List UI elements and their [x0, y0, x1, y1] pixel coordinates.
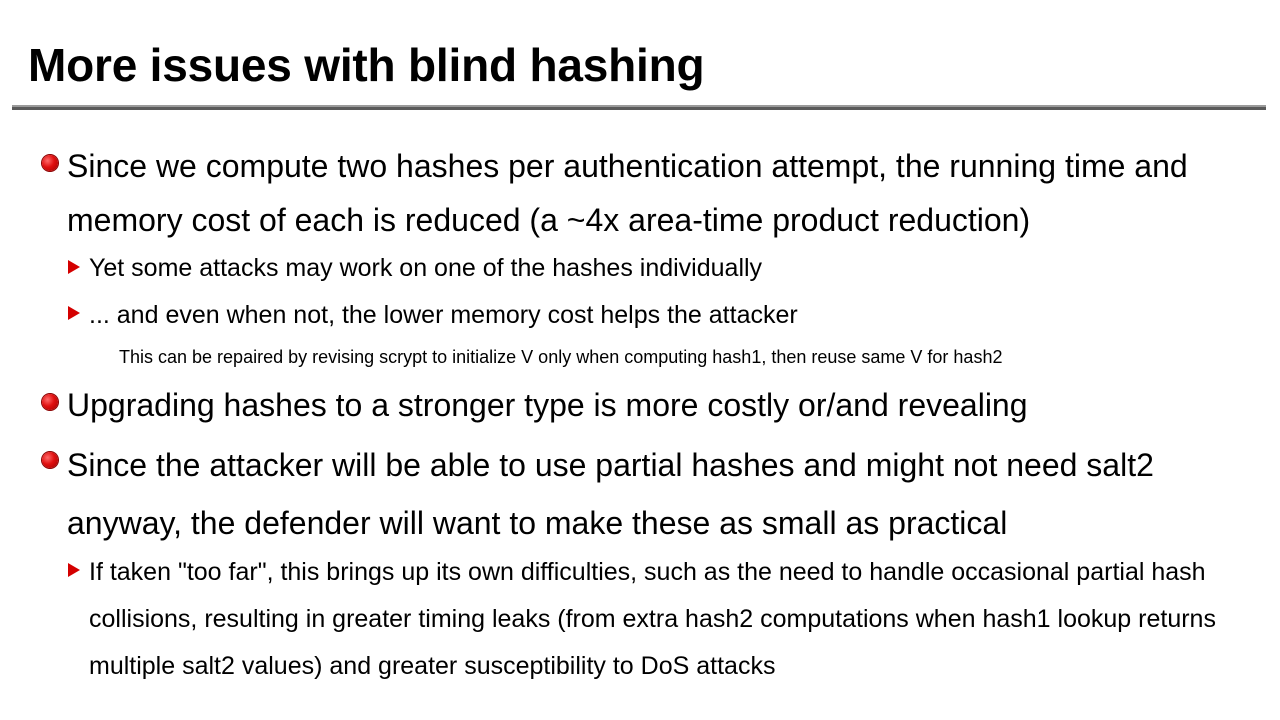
bullet-item-1: Since we compute two hashes per authentication attempt, the running time and memory cost of each is reduced (a ~4x area-time product reduction) [67, 148, 1188, 238]
bullet-item-2: Upgrading hashes to a stronger type is more costly or/and revealing [67, 387, 1028, 423]
bullet-item-3: Since the attacker will be able to use partial hashes and might not need salt2 anyway, the defender will want to make these as small as practical [67, 447, 1154, 541]
sub-bullet-1-1: Yet some attacks may work on one of the hashes individually [89, 254, 763, 282]
sub-bullet-3-1: If taken "too far", this brings up its own difficulties, such as the need to handle occasional partial hash collisions, resulting in greater timing leaks (from extra hash2 computations when hash1 lookup returns multiple salt2 values) and greater susceptibility to DoS attacks [89, 558, 1216, 680]
note-text: This can be repaired by revising scrypt to initialize V only when computing hash1, then reuse same V for hash2 [119, 347, 1003, 367]
sub-bullet-1-2: ... and even when not, the lower memory cost helps the attacker [89, 301, 798, 329]
bullet-triangle-icon [68, 563, 80, 577]
bullet-triangle-icon [68, 306, 80, 320]
bullet-dot-icon [42, 155, 58, 171]
bullet-triangle-icon [68, 260, 80, 274]
slide-title: More issues with blind hashing [28, 39, 705, 91]
bullet-dot-icon [42, 452, 58, 468]
bullet-dot-icon [42, 394, 58, 410]
